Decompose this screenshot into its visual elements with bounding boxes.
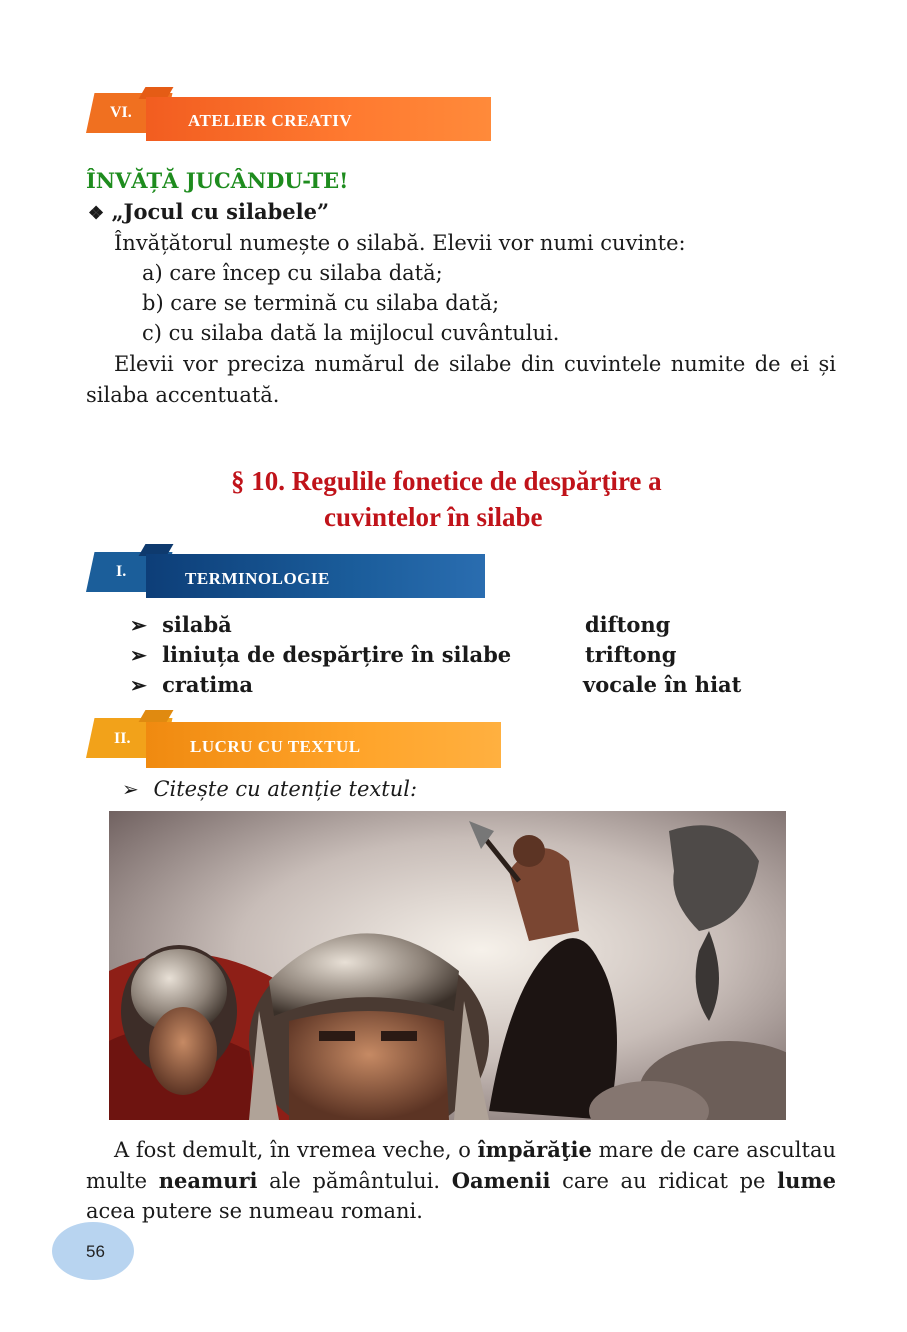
reading-instruction: Citește cu atenție textul:	[153, 777, 418, 801]
text-span: care au ridicat pe	[550, 1168, 778, 1193]
term-right: diftong	[585, 612, 671, 637]
lesson-title-line2: cuvintelor în silabe	[324, 502, 543, 532]
banner-number: II.	[114, 730, 131, 747]
term-left: silabă	[162, 612, 232, 637]
intro-text: Învățătorul numește o silabă. Elevii vor numi cuvinte:	[114, 231, 686, 255]
term-left: liniuța de despărțire în silabe	[162, 642, 512, 667]
battle-illustration-icon	[109, 811, 786, 1120]
section-heading: ÎNVĂȚĂ JUCÂNDU-TE!	[86, 168, 349, 193]
keyword-imparatie: împărăţie	[477, 1137, 592, 1162]
list-item: b) care se termină cu silaba dată;	[142, 291, 500, 315]
arrow-bullet-icon: ➢	[130, 673, 147, 697]
reading-instruction-line	[122, 774, 417, 805]
page-number: 56	[86, 1242, 105, 1261]
lesson-title-line1: § 10. Regulile fonetice de despărţire a	[231, 466, 662, 496]
banner-terminologie	[86, 544, 496, 602]
banner-number: I.	[116, 563, 127, 580]
diamond-bullet-icon: ❖	[88, 203, 105, 224]
arrow-bullet-icon: ➢	[130, 643, 147, 667]
list-item: a) care încep cu silaba dată;	[142, 261, 443, 285]
illustration-image	[109, 811, 786, 1120]
banner-title: ATELIER CREATIV	[188, 111, 353, 130]
banner-title: LUCRU CU TEXTUL	[190, 737, 361, 756]
text-span: acea putere se numeau romani.	[86, 1199, 423, 1223]
term-row	[130, 672, 253, 697]
banner-lucru-cu-textul	[86, 710, 506, 770]
banner-number: VI.	[110, 104, 132, 121]
text-span: ale pământului.	[257, 1168, 452, 1193]
closing-paragraph: Elevii vor preciza numărul de silabe din cuvintele numite de ei și silaba accentuată.	[86, 352, 836, 407]
term-right: vocale în hiat	[583, 672, 742, 697]
reading-paragraph	[86, 1135, 836, 1227]
arrow-bullet-icon: ➢	[122, 777, 139, 801]
term-left: cratima	[162, 672, 254, 697]
text-span: mare de care ascultau multe	[86, 1138, 836, 1193]
game-title-line	[88, 197, 329, 230]
arrow-bullet-icon: ➢	[130, 613, 147, 637]
term-right: triftong	[585, 642, 677, 667]
term-row	[130, 642, 511, 667]
banner-title: TERMINOLOGIE	[185, 569, 330, 588]
term-row	[130, 612, 232, 637]
page-number-badge	[52, 1222, 134, 1280]
text-span: A fost demult, în vremea veche, o	[114, 1138, 478, 1162]
list-item: c) cu silaba dată la mijlocul cuvântului.	[142, 321, 560, 345]
keyword-oamenii: Oamenii	[451, 1167, 551, 1193]
banner-atelier-creativ	[86, 87, 496, 143]
keyword-lume: lume	[777, 1167, 836, 1193]
game-title: „Jocul cu silabele”	[111, 199, 330, 224]
keyword-neamuri: neamuri	[158, 1167, 258, 1193]
